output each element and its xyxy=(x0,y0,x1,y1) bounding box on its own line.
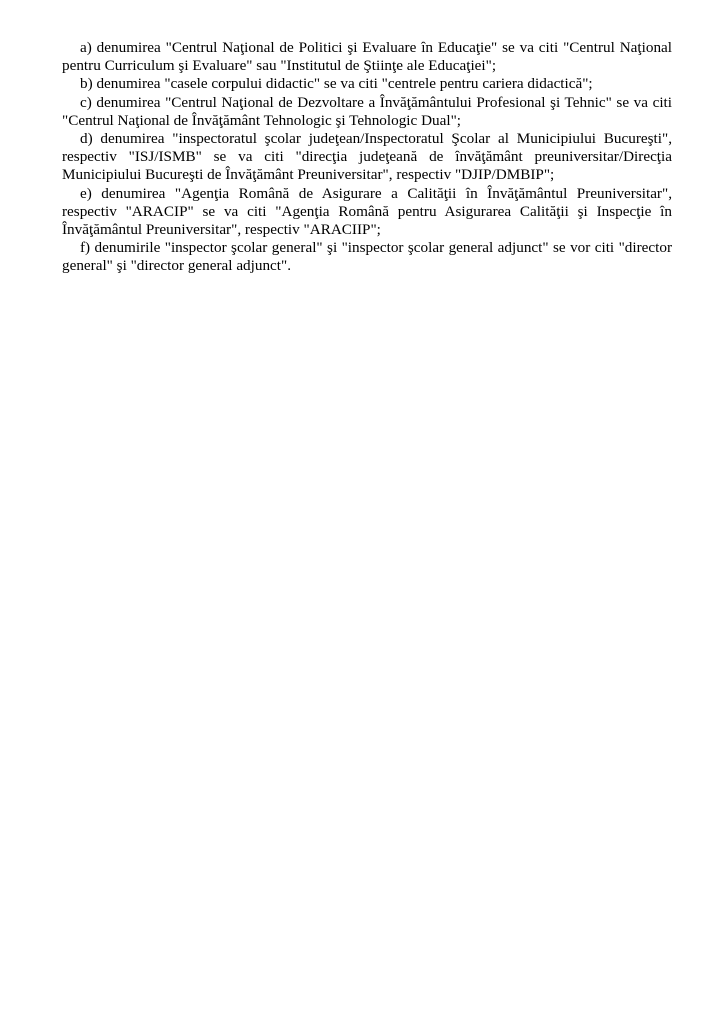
paragraph-b: b) denumirea "casele corpului didactic" se va citi "centrele pentru cariera didactică"; xyxy=(80,75,593,93)
paragraph-f: f) denumirile "inspector şcolar general" şi "inspector şcolar general adjunct" se vor citi "director general" şi "director general adjunct". xyxy=(62,239,672,275)
paragraph-d: d) denumirea "inspectoratul şcolar judeţean/Inspectoratul Şcolar al Municipiului Bucureşti", respectiv "ISJ/ISMB" se va citi "direcţia judeţeană de învăţământ preuniversitar/Direcţia Municipiului Bucureşti de Învăţământ Preuniversitar", respectiv "DJIP/DMBIP"; xyxy=(62,130,672,184)
paragraph-c: c) denumirea "Centrul Naţional de Dezvoltare a Învăţământului Profesional şi Tehnic" se va citi "Centrul Naţional de Învăţământ Tehnologic şi Tehnologic Dual"; xyxy=(62,93,672,129)
paragraph-a: a) denumirea "Centrul Naţional de Politici şi Evaluare în Educaţie" se va citi "Centrul Naţional pentru Curriculum şi Evaluare" sau "Institutul de Ştiinţe ale Educaţiei"; xyxy=(62,39,672,75)
document-body xyxy=(62,39,672,276)
paragraph-e: e) denumirea "Agenţia Română de Asigurare a Calităţii în Învăţământul Preuniversitar", respectiv "ARACIP" se va citi "Agenţia Română pentru Asigurarea Calităţii şi Inspecţie în Învăţământul Preuniversitar", respectiv "ARACIIP"; xyxy=(62,184,672,239)
